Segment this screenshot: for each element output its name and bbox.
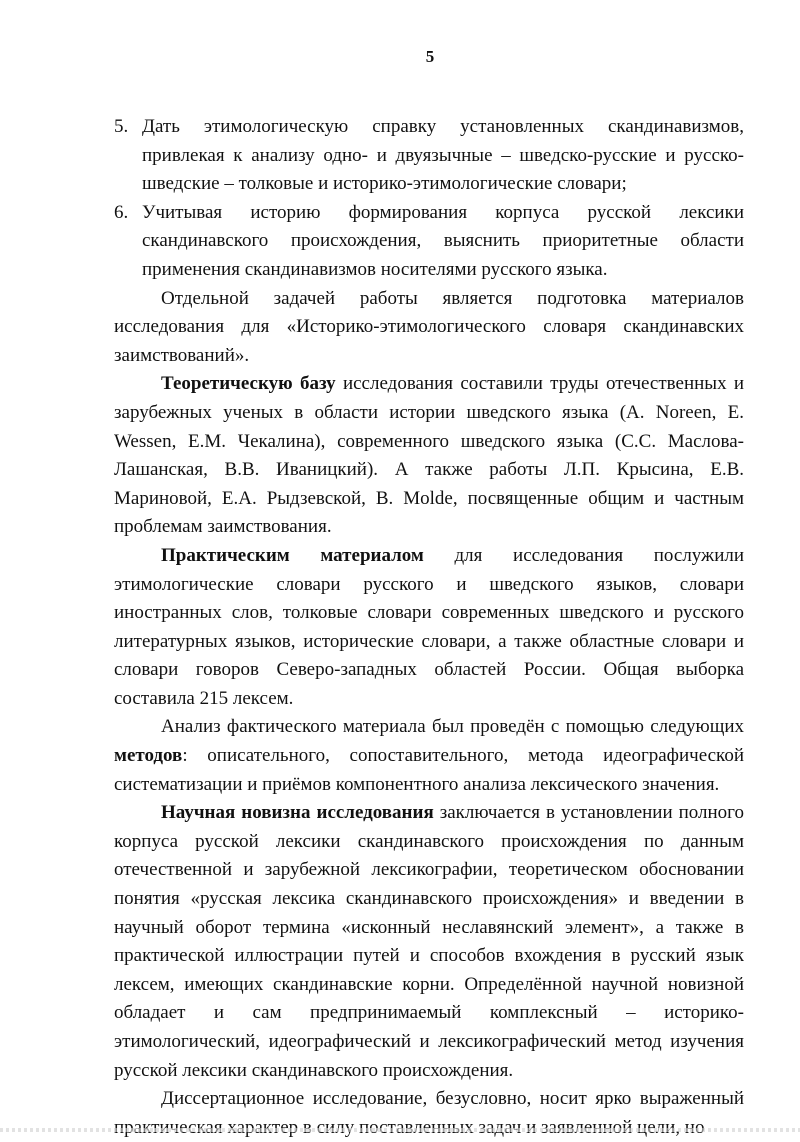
paragraph-heading-term: методов [114,745,183,767]
paragraph-text: для исследования послужили этимологические словари русского и шведского языков, словари иностранных слов, толковые словари современных шведского и русского литературных языков, исторические словари, а также областные словари и словари говоров Северо-западных областей России. Общая выборка составила 215 лексем. [114,544,745,709]
paragraph-text: заключается в установлении полного корпуса русской лексики скандинавского происхождения по данным отечественной и зарубежной лексикографии, теоретическом обосновании понятия «русская лексика скандинавского происхождения» и введении в научный оборот термина «исконный неславянский элемент», а также в практической иллюстрации путей и способов вхождения в русский язык лексем, имеющих скандинавские корни. Определённой научной новизной обладает и сам предпринимаемый комплексный – историко-этимологический, идеографический и лексикографический метод изучения русской лексики скандинавского происхождения. [114,802,744,1081]
paragraph-text: исследования составили труды отечественных и зарубежных ученых в области истории шведского языка (A. Noreen, E. Wessen, Е.М. Чекалина), современного шведского языка (С.С. Маслова-Лашанская, В.В. Иваницкий). А также работы Л.П. Крысина, Е.В. Мариновой, Е.А. Рыдзевской, B. Molde, посвященные общим и частным проблемам заимствования. [114,373,744,538]
paragraph-heading-term: Практическим материалом [161,544,424,566]
list-item-text: Учитывая историю формирования корпуса русской лексики скандинавского происхождения, выяснить приоритетные области применения скандинавизмов носителями русского языка. [142,201,744,280]
paragraph-methods [114,713,744,799]
document-body [114,113,744,1142]
paragraph-practical-character [114,1085,744,1142]
paragraph-heading-term: Теоретическую базу [161,373,336,395]
paragraph-text: Отдельной задачей работы является подготовка материалов исследования для «Историко-этимологического словаря скандинавских заимствований». [114,287,744,366]
paragraph-dictionary-task [114,285,744,371]
paragraph-text: Анализ фактического материала был проведён с помощью следующих [161,716,744,738]
page-number: 5 [425,47,435,66]
paragraph-heading-term: Научная новизна исследования [161,802,434,824]
list-item-number: 5. [114,116,129,137]
task-list [114,113,744,285]
list-item [114,199,744,285]
paragraph-theoretical-base [114,370,744,542]
paragraph-practical-material [114,542,744,714]
paragraph-text: : описательного, сопоставительного, метода идеографической систематизации и приёмов компонентного анализа лексического значения. [114,745,744,795]
scan-edge-artifact [0,1128,800,1132]
list-item-number: 6. [114,201,129,223]
list-item [114,113,744,199]
paragraph-scientific-novelty [114,799,744,1085]
list-item-text: Дать этимологическую справку установленных скандинавизмов, привлекая к анализу одно- и двуязычные – шведско-русские и русско-шведские – толковые и историко-этимологические словари; [142,116,744,195]
paragraph-text: Диссертационное исследование, безусловно, носит ярко выраженный [161,1088,744,1110]
